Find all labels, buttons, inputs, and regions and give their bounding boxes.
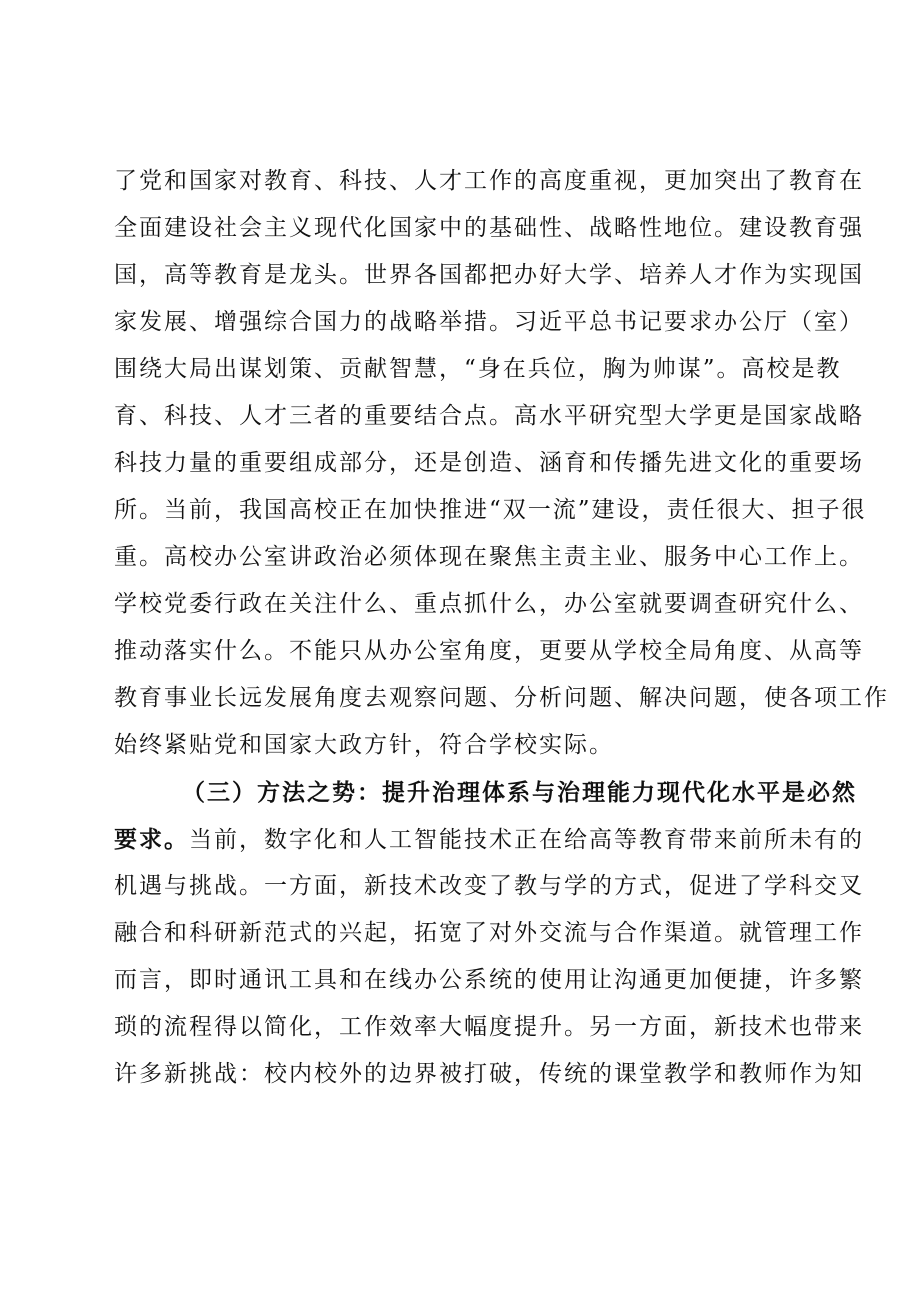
paragraph-1 (114, 158, 889, 769)
text-line: 教育事业长远发展角度去观察问题、分析问题、解决问题，使各项工作 (114, 685, 889, 711)
text-line: 了党和国家对教育、科技、人才工作的高度重视，更加突出了教育在 (114, 168, 864, 194)
text-line: 琐的流程得以简化，工作效率大幅度提升。另一方面，新技术也带来 (114, 1014, 864, 1040)
text-span: 当前，数字化和人工智能技术正在给高等教育带来前所未有的 (189, 827, 864, 853)
text-line: 而言，即时通讯工具和在线办公系统的使用让沟通更加便捷，许多繁 (114, 967, 864, 993)
text-line: 育、科技、人才三者的重要结合点。高水平研究型大学更是国家战略 (114, 403, 864, 429)
text-line: 融合和科研新范式的兴起，拓宽了对外交流与合作渠道。就管理工作 (114, 920, 864, 946)
text-line: 机遇与挑战。一方面，新技术改变了教与学的方式，促进了学科交叉 (114, 873, 864, 899)
section-heading-end: 要求。 (114, 826, 189, 853)
text-line: 许多新挑战：校内校外的边界被打破，传统的课堂教学和教师作为知 (114, 1061, 864, 1087)
text-line: 推动落实什么。不能只从办公室角度，更要从学校全局角度、从高等 (114, 638, 864, 664)
text-line: 学校党委行政在关注什么、重点抓什么，办公室就要调查研究什么、 (114, 591, 864, 617)
section-heading: （三）方法之势：提升治理体系与治理能力现代化水平是必然 (182, 779, 857, 806)
body-text (114, 158, 889, 1098)
text-line: 全面建设社会主义现代化国家中的基础性、战略性地位。建设教育强 (114, 215, 864, 241)
text-line (114, 816, 864, 863)
text-line: 国，高等教育是龙头。世界各国都把办好大学、培养人才作为实现国 (114, 262, 864, 288)
text-line: 科技力量的重要组成部分，还是创造、涵育和传播先进文化的重要场 (114, 450, 864, 476)
text-line: 重。高校办公室讲政治必须体现在聚焦主责主业、服务中心工作上。 (114, 544, 864, 570)
text-line: 始终紧贴党和国家大政方针，符合学校实际。 (114, 732, 614, 758)
text-line: 围绕大局出谋划策、贡献智慧，“身在兵位，胸为帅谋”。高校是教 (114, 356, 842, 382)
paragraph-section-3 (114, 769, 864, 1098)
text-line: 家发展、增强综合国力的战略举措。习近平总书记要求办公厅（室） (114, 309, 864, 335)
text-line: 所。当前，我国高校正在加快推进“双一流”建设，责任很大、担子很 (114, 497, 867, 523)
